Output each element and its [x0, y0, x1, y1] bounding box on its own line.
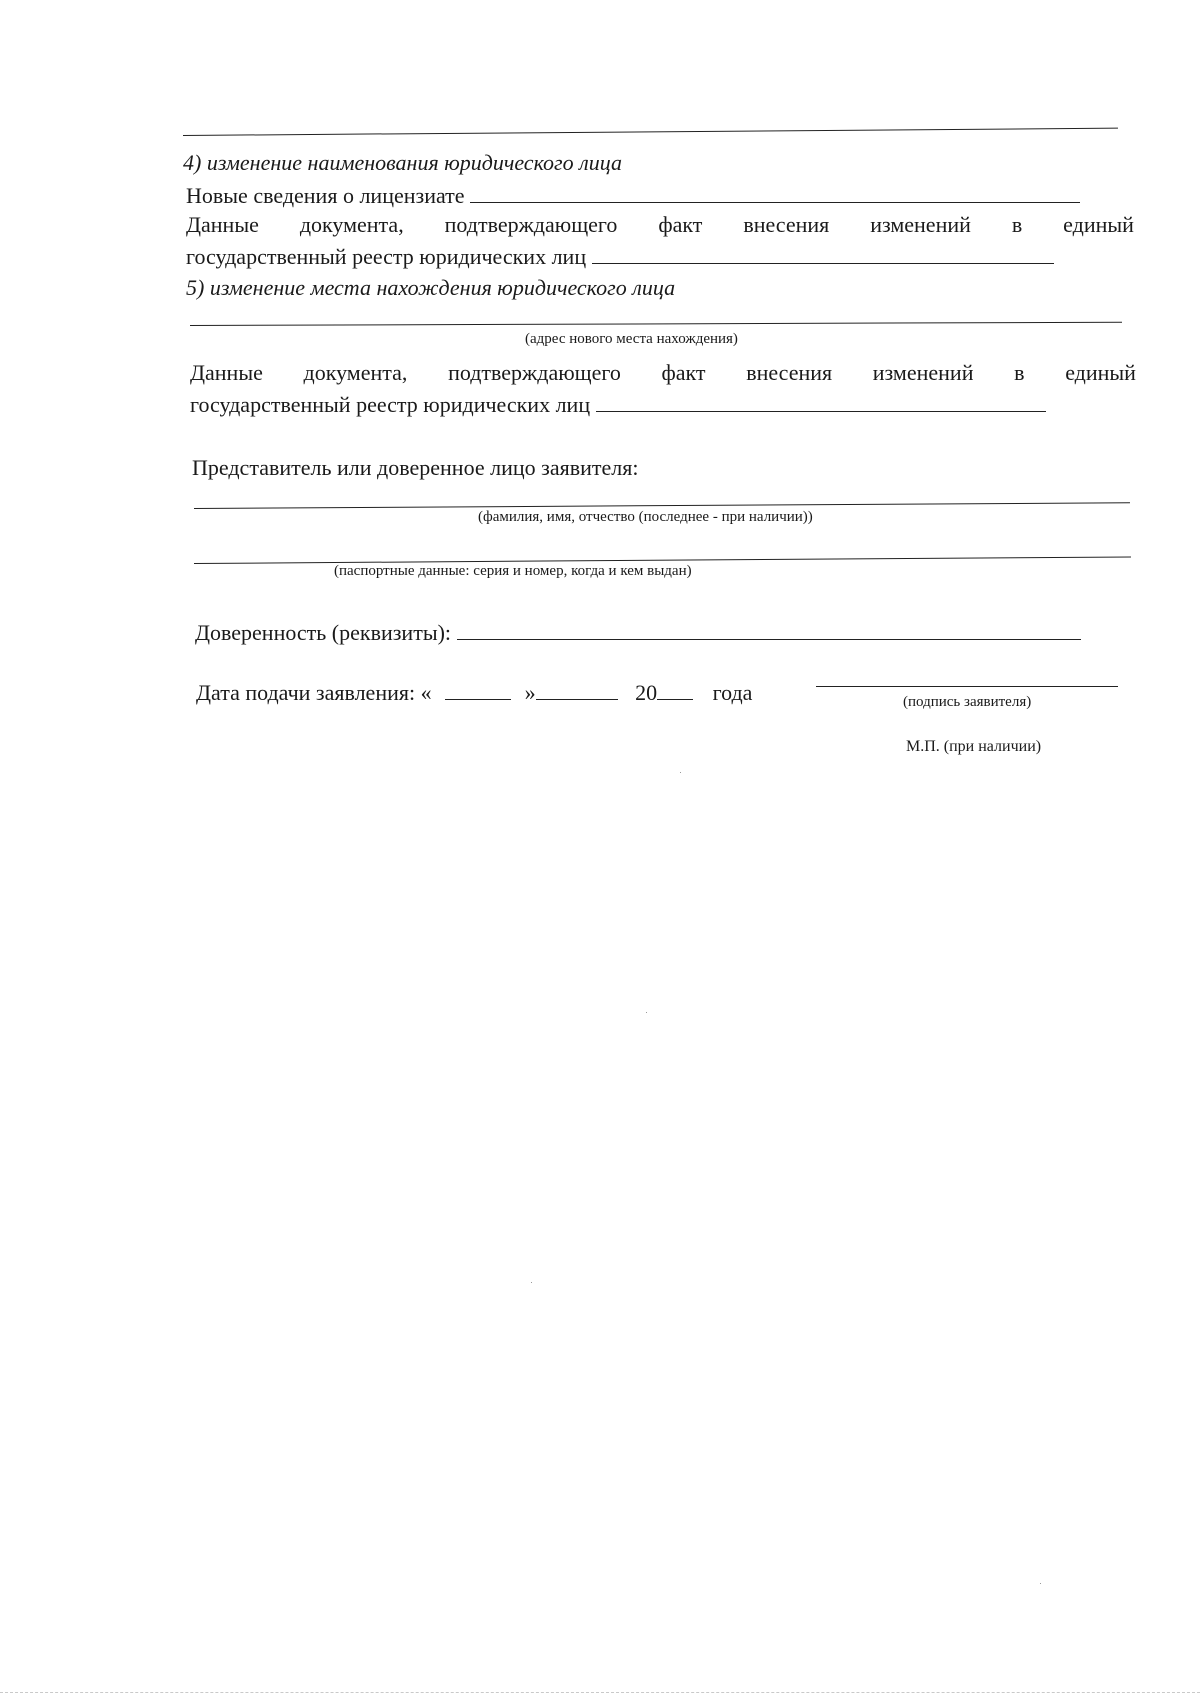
doc-word: факт: [661, 360, 706, 385]
date-day-field[interactable]: [445, 698, 511, 700]
section5-doc-line2-text: государственный реестр юридических лиц: [190, 392, 591, 417]
doc-word: внесения: [743, 212, 830, 237]
doc-word: изменений: [872, 360, 974, 385]
date-year-suffix: года: [712, 680, 753, 705]
new-info-field[interactable]: [470, 201, 1080, 203]
new-info-label: Новые сведения о лицензиате: [186, 183, 465, 208]
doc-word: документа,: [303, 360, 408, 385]
doc-word: подтверждающего: [448, 360, 621, 385]
section4-doc-line2: [186, 244, 1054, 270]
section5-registry-field[interactable]: [596, 410, 1046, 412]
doc-word: подтверждающего: [444, 212, 618, 237]
date-close-quote: »: [524, 680, 536, 705]
submission-date-row: [196, 680, 752, 706]
new-info-row: [186, 183, 1080, 209]
scan-speck: [646, 1012, 647, 1013]
section4-doc-line1: [186, 212, 1134, 238]
representative-label: Представитель или доверенное лицо заявителя:: [192, 455, 639, 480]
section5-doc-line2: [190, 392, 1046, 418]
date-year-prefix: 20: [635, 680, 658, 705]
section5-heading: 5) изменение места нахождения юридического лица: [186, 275, 676, 300]
power-of-attorney-field[interactable]: [457, 638, 1081, 640]
representative-name-caption: (фамилия, имя, отчество (последнее - при наличии)): [478, 509, 813, 525]
passport-caption: (паспортные данные: серия и номер, когда и кем выдан): [334, 563, 692, 579]
submission-date-label: Дата подачи заявления: «: [196, 680, 432, 705]
doc-word: Данные: [190, 360, 263, 385]
scan-bottom-edge: [0, 1692, 1200, 1693]
address-caption: (адрес нового места нахождения): [525, 331, 738, 347]
signature-field[interactable]: [816, 686, 1118, 687]
section4-registry-field[interactable]: [592, 262, 1054, 264]
date-month-field[interactable]: [536, 698, 618, 700]
doc-word: документа,: [299, 212, 404, 237]
signature-caption: (подпись заявителя): [903, 694, 1032, 710]
scan-speck: [680, 772, 681, 773]
address-field[interactable]: [190, 322, 1122, 326]
power-of-attorney-row: [195, 620, 1081, 646]
section5-doc-line1: [190, 360, 1136, 386]
scan-speck: [1040, 1583, 1041, 1584]
doc-word: факт: [658, 212, 703, 237]
doc-word: Данные: [186, 212, 259, 237]
section4-heading: 4) изменение наименования юридического лица: [183, 150, 622, 175]
doc-word: в: [1011, 212, 1023, 237]
stamp-note: М.П. (при наличии): [906, 738, 1042, 755]
power-of-attorney-label: Доверенность (реквизиты):: [195, 620, 452, 645]
doc-word: изменений: [870, 212, 971, 237]
doc-word: единый: [1063, 212, 1134, 237]
top-rule: [183, 128, 1118, 136]
date-year-field[interactable]: [657, 698, 693, 700]
section4-doc-line2-text: государственный реестр юридических лиц: [186, 244, 587, 269]
doc-word: в: [1014, 360, 1025, 385]
doc-word: внесения: [746, 360, 833, 385]
scan-speck: [531, 1282, 532, 1283]
doc-word: единый: [1065, 360, 1136, 385]
